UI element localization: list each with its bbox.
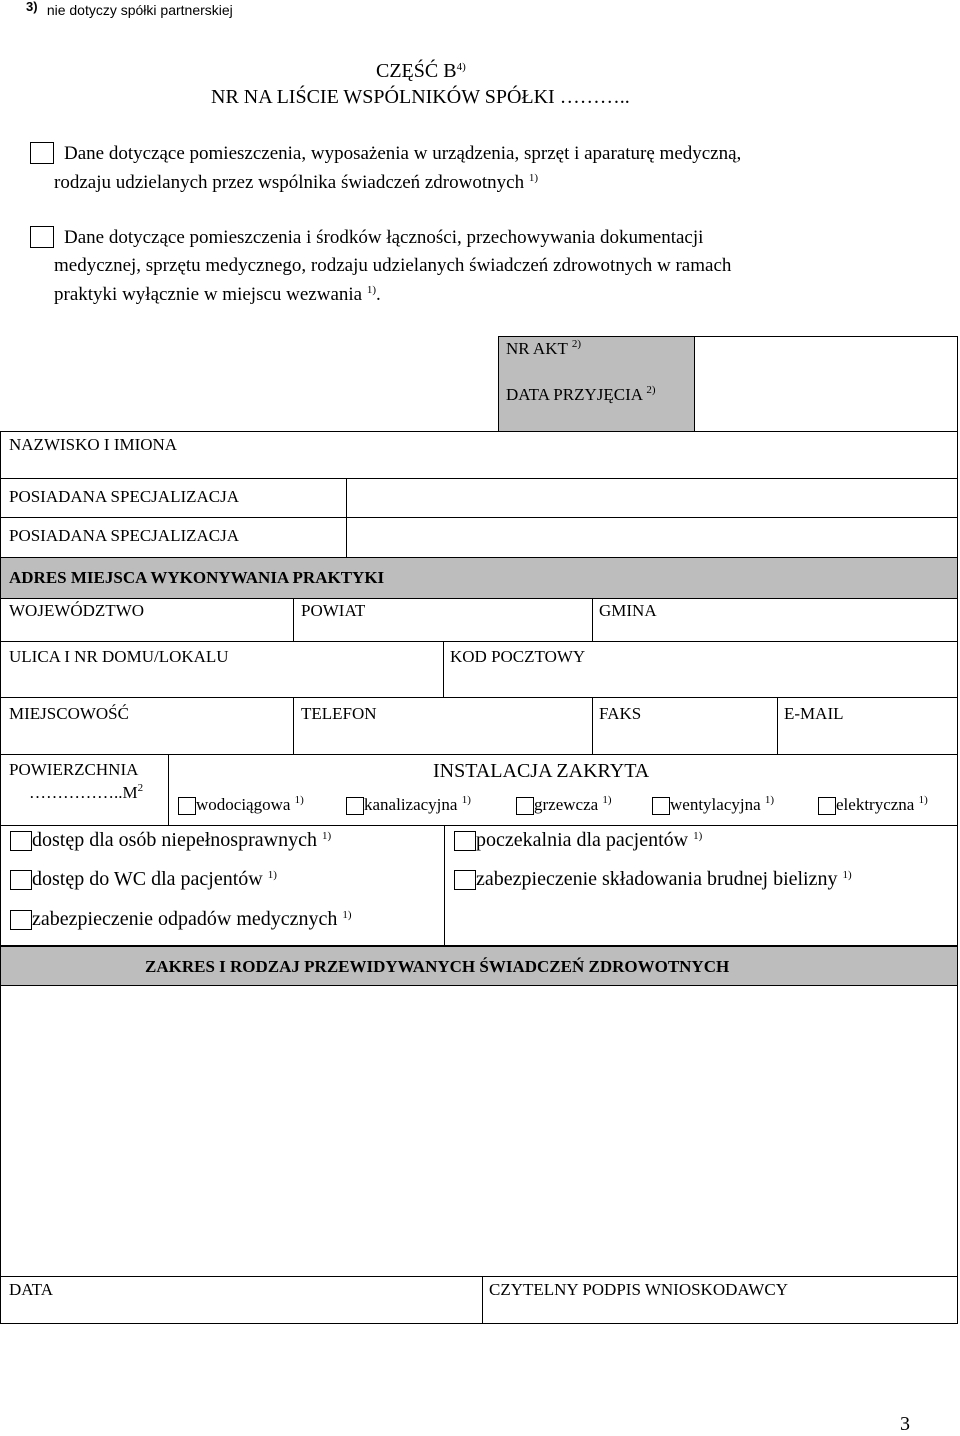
installation-label-2: grzewcza (534, 795, 599, 814)
installation-sup-1: 1) (461, 794, 471, 806)
option-1-line2-text: rodzaju udzielanych przez wspólnika świadczeń zdrowotnych (54, 172, 525, 193)
gmina-field[interactable] (592, 598, 958, 642)
installation-item-4[interactable] (818, 795, 928, 815)
kod-label: KOD POCZTOWY (450, 647, 586, 666)
spec1-label-cell (0, 478, 347, 518)
facility-label-4: zabezpieczenie odpadów medycznych (32, 908, 338, 930)
footnote-text: nie dotyczy spółki partnerskiej (46, 2, 233, 18)
ulica-label: ULICA I NR DOMU/LOKALU (9, 647, 229, 666)
faks-field[interactable] (592, 697, 778, 755)
option-2-sup: 1) (366, 284, 377, 296)
option-1-sup: 1) (528, 172, 538, 184)
installation-item-3[interactable] (652, 795, 774, 815)
facility-checkbox-2[interactable] (10, 870, 32, 890)
installation-sup-4: 1) (918, 794, 928, 806)
powiat-field[interactable] (293, 598, 593, 642)
option-2-line1: Dane dotyczące pomieszczenia i środków łączności, przechowywania dokumentacji (64, 227, 704, 248)
installation-title: INSTALACJA ZAKRYTA (433, 760, 650, 782)
installation-item-0[interactable] (178, 795, 304, 815)
address-header-text: ADRES MIEJSCA WYKONYWANIA PRAKTYKI (9, 568, 385, 587)
facility-item-3[interactable] (454, 868, 852, 891)
data-przyjecia-text: DATA PRZYJĘCIA (506, 385, 643, 404)
nr-akt-text: NR AKT (506, 339, 568, 358)
data-przyjecia-sup: 2) (646, 384, 656, 396)
part-title-sup: 4) (456, 61, 466, 73)
facility-sup-2: 1) (267, 869, 277, 881)
option-2-tail: . (376, 284, 381, 305)
facility-sup-4: 1) (342, 909, 352, 921)
installation-checkbox-1[interactable] (346, 797, 364, 815)
installation-checkbox-4[interactable] (818, 797, 836, 815)
installation-checkbox-2[interactable] (516, 797, 534, 815)
email-label: E-MAIL (784, 704, 844, 723)
email-field[interactable] (777, 697, 958, 755)
installation-item-2[interactable] (516, 795, 612, 815)
telefon-field[interactable] (293, 697, 593, 755)
partner-list-number: NR NA LIŚCIE WSPÓLNIKÓW SPÓŁKI ……….. (211, 86, 630, 108)
gmina-label: GMINA (599, 601, 657, 620)
nr-akt-label (506, 339, 581, 359)
facility-label-3: zabezpieczenie składowania brudnej bielizny (476, 868, 838, 890)
facility-label-1: poczekalnia dla pacjentów (476, 829, 689, 851)
facility-label-0: dostęp dla osób niepełnosprawnych (32, 829, 317, 851)
installation-item-1[interactable] (346, 795, 471, 815)
facility-item-1[interactable] (454, 829, 702, 852)
installation-label-4: elektryczna (836, 795, 915, 814)
area-field[interactable] (0, 754, 169, 826)
faks-label: FAKS (599, 704, 642, 723)
spec2-field[interactable] (346, 517, 958, 558)
date-label: DATA (9, 1280, 53, 1299)
services-field[interactable] (0, 985, 958, 1277)
address-header (0, 557, 958, 599)
services-header (0, 946, 958, 986)
spec1-field[interactable] (346, 478, 958, 518)
facility-checkbox-0[interactable] (10, 831, 32, 851)
miejscowosc-label: MIEJSCOWOŚĆ (9, 704, 129, 723)
installation-checkbox-0[interactable] (178, 797, 196, 815)
kod-field[interactable] (443, 641, 958, 698)
option-2-line3-text: praktyki wyłącznie w miejscu wezwania (54, 284, 363, 305)
area-value-sup: 2 (137, 782, 144, 794)
installation-checkbox-3[interactable] (652, 797, 670, 815)
part-title-text: CZĘŚĆ B (376, 60, 457, 82)
part-title (376, 60, 466, 83)
option-1-line1: Dane dotyczące pomieszczenia, wyposażenia w urządzenia, sprzęt i aparaturę medyczną, (64, 143, 742, 164)
installation-label-3: wentylacyjna (670, 795, 761, 814)
area-value (29, 783, 143, 803)
spec2-label: POSIADANA SPECJALIZACJA (9, 526, 240, 545)
services-header-text: ZAKRES I RODZAJ PRZEWIDYWANYCH ŚWIADCZEŃ ZDROWOTNYCH (145, 957, 730, 976)
facility-checkbox-1[interactable] (454, 831, 476, 851)
spec1-label: POSIADANA SPECJALIZACJA (9, 487, 240, 506)
nr-akt-sup: 2) (571, 338, 581, 350)
installation-label-1: kanalizacyjna (364, 795, 458, 814)
installation-sup-0: 1) (294, 794, 304, 806)
installation-cell (168, 754, 958, 826)
option-2-line3 (54, 284, 381, 306)
option-1-line2 (54, 172, 538, 194)
wojewodztwo-field[interactable] (0, 598, 294, 642)
wojewodztwo-label: WOJEWÓDZTWO (9, 601, 145, 620)
option-2-line2: medycznej, sprzętu medycznego, rodzaju udzielanych świadczeń zdrowotnych w ramach (54, 255, 732, 276)
telefon-label: TELEFON (301, 704, 377, 723)
signature-label: CZYTELNY PODPIS WNIOSKODAWCY (489, 1280, 788, 1299)
facility-item-2[interactable] (10, 868, 277, 891)
registry-value-cell[interactable] (694, 336, 958, 432)
name-field[interactable] (0, 431, 958, 479)
powiat-label: POWIAT (301, 601, 366, 620)
facility-label-2: dostęp do WC dla pacjentów (32, 868, 263, 890)
installation-label-0: wodociągowa (196, 795, 291, 814)
signature-field[interactable] (482, 1276, 958, 1324)
option-2-checkbox[interactable] (30, 226, 54, 248)
installation-sup-2: 1) (602, 794, 612, 806)
facility-sup-0: 1) (321, 830, 332, 842)
option-1-checkbox[interactable] (30, 142, 54, 164)
miejscowosc-field[interactable] (0, 697, 294, 755)
facility-sup-1: 1) (693, 830, 703, 842)
ulica-field[interactable] (0, 641, 444, 698)
facility-item-4[interactable] (10, 908, 352, 931)
page-number: 3 (900, 1413, 910, 1435)
area-label: POWIERZCHNIA (9, 760, 139, 779)
facility-sup-3: 1) (842, 869, 852, 881)
footnote (26, 2, 233, 19)
spec2-label-cell (0, 517, 347, 558)
installation-sup-3: 1) (764, 794, 775, 806)
facility-checkbox-4[interactable] (10, 910, 32, 930)
data-przyjecia-label (506, 385, 656, 405)
area-value-text: ……………..M (29, 783, 138, 802)
footnote-marker: 3) (26, 0, 38, 14)
name-label: NAZWISKO I IMIONA (9, 435, 178, 454)
date-field[interactable] (0, 1276, 483, 1324)
facility-item-0[interactable] (10, 829, 331, 852)
facility-checkbox-3[interactable] (454, 870, 476, 890)
